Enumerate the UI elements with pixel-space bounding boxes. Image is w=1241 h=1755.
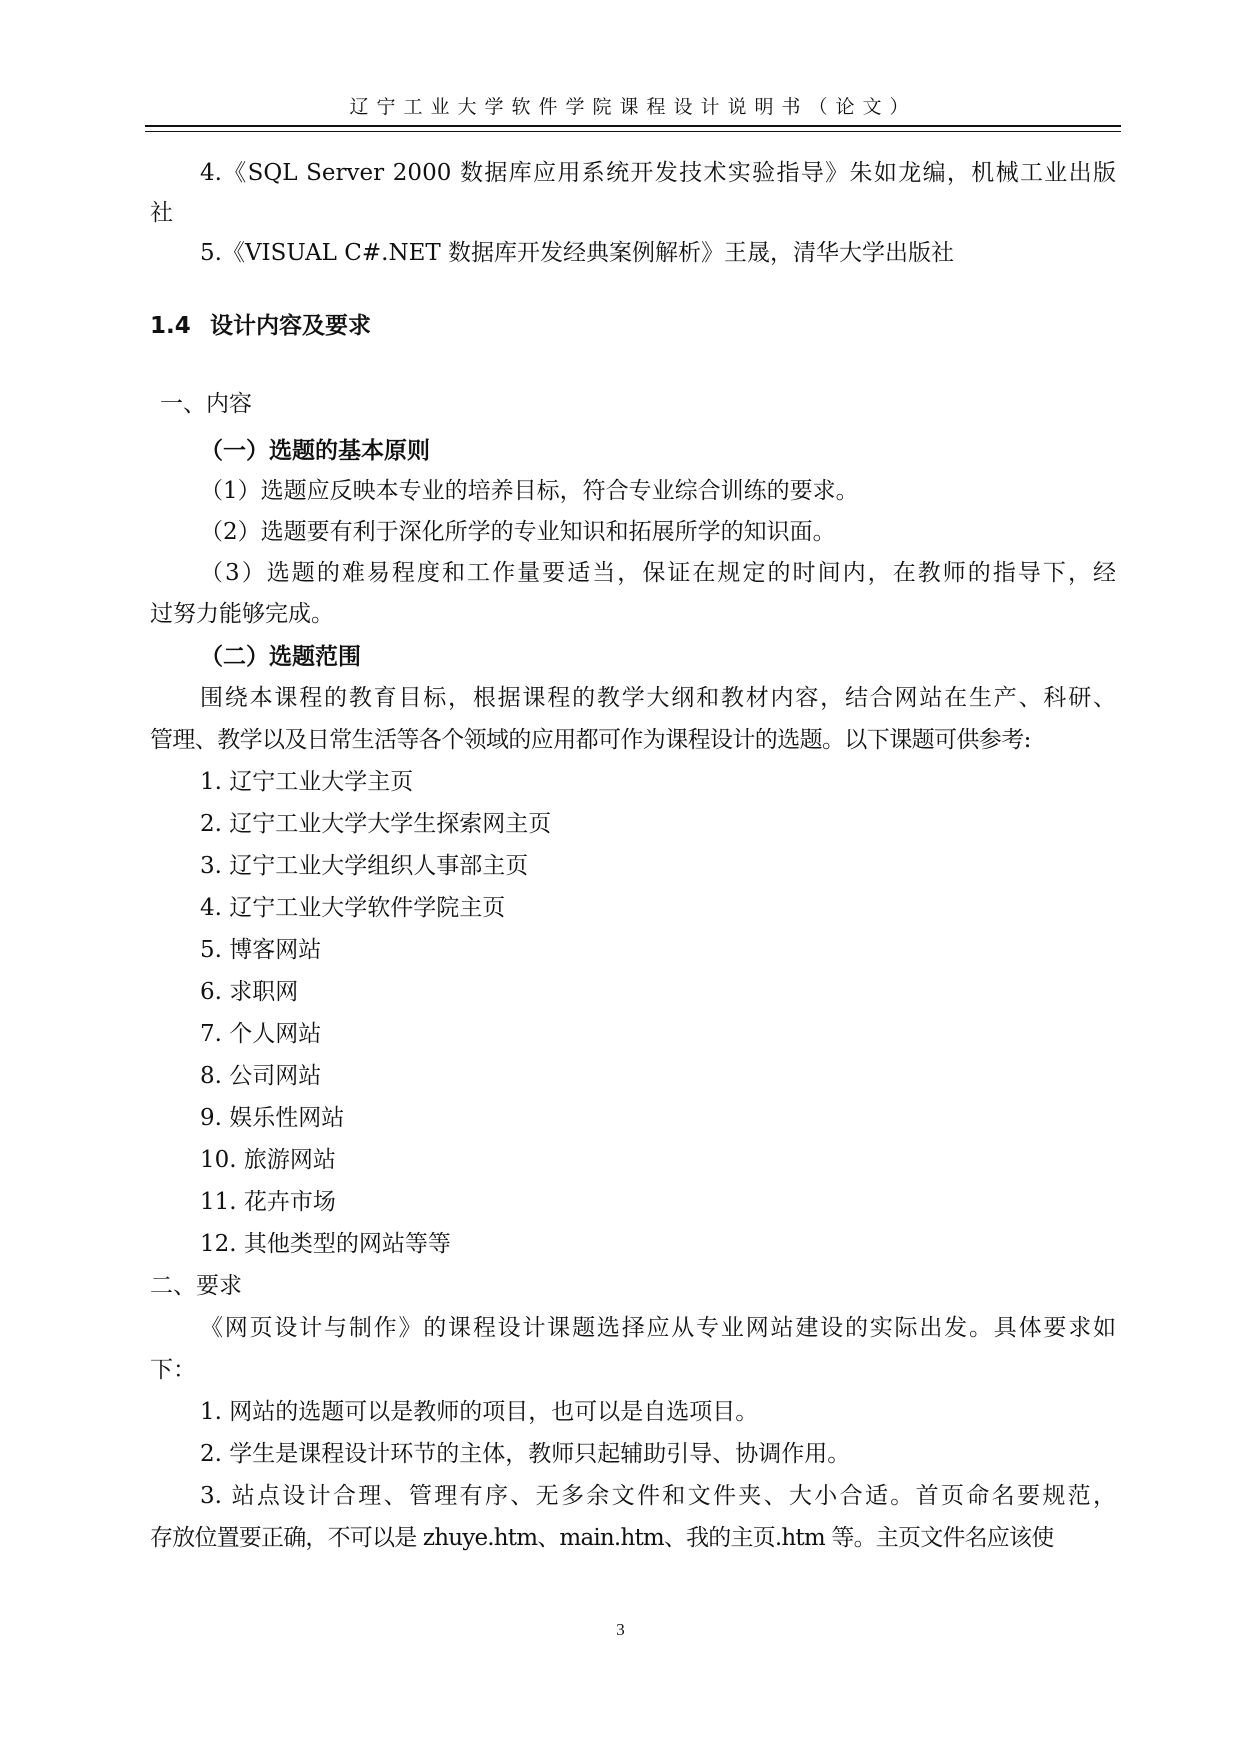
principle-3-line-1: （3）选题的难易程度和工作量要适当，保证在规定的时间内，在教师的指导下，经 — [200, 560, 1116, 586]
requirements-intro-line-1: 《网页设计与制作》的课程设计课题选择应从专业网站建设的实际出发。具体要求如 — [200, 1315, 1116, 1341]
reference-5: 5.《VISUAL C#.NET 数据库开发经典案例解析》王晟，清华大学出版社 — [200, 240, 955, 266]
topic-item: 6. 求职网 — [200, 979, 299, 1005]
page-number: 3 — [616, 1620, 625, 1639]
scope-paragraph-line-2: 管理、教学以及日常生活等各个领域的应用都可作为课程设计的选题。以下课题可供参考: — [150, 727, 1031, 753]
topic-item: 7. 个人网站 — [200, 1021, 322, 1047]
header-rule-thin — [145, 131, 1121, 132]
topic-item: 1. 辽宁工业大学主页 — [200, 769, 414, 795]
header-rule — [145, 125, 1121, 127]
reference-4-line-2: 社 — [150, 200, 173, 226]
principles-heading: （一）选题的基本原则 — [200, 437, 430, 464]
topic-item: 5. 博客网站 — [200, 937, 322, 963]
reference-4-line-1: 4.《SQL Server 2000 数据库应用系统开发技术实验指导》朱如龙编，机械工业出版 — [200, 160, 1116, 186]
running-header: 辽宁工业大学软件学院课程设计说明书（论文） — [349, 96, 917, 118]
topic-item: 8. 公司网站 — [200, 1063, 322, 1089]
scope-paragraph-line-1: 围绕本课程的教育目标，根据课程的教学大纲和教材内容，结合网站在生产、科研、 — [200, 685, 1116, 711]
section-heading — [150, 311, 1116, 341]
section-number: 1.4 — [150, 313, 191, 339]
requirement-3-line-1: 3. 站点设计合理、管理有序、无多余文件和文件夹、大小合适。首页命名要规范， — [200, 1483, 1116, 1509]
topic-item: 9. 娱乐性网站 — [200, 1105, 345, 1131]
requirement-2: 2. 学生是课程设计环节的主体，教师只起辅助引导、协调作用。 — [200, 1441, 851, 1467]
topic-item: 11. 花卉市场 — [200, 1189, 336, 1215]
requirement-1: 1. 网站的选题可以是教师的项目，也可以是自选项目。 — [200, 1399, 759, 1425]
principle-3-line-2: 过努力能够完成。 — [150, 601, 334, 627]
requirements-intro-line-2: 下： — [150, 1357, 196, 1383]
section-title: 设计内容及要求 — [210, 313, 371, 339]
topic-item: 3. 辽宁工业大学组织人事部主页 — [200, 853, 529, 879]
scope-heading: （二）选题范围 — [200, 643, 361, 670]
principle-1: （1）选题应反映本专业的培养目标，符合专业综合训练的要求。 — [200, 478, 859, 504]
requirements-heading: 二、要求 — [150, 1273, 242, 1299]
requirement-3-line-2: 存放位置要正确，不可以是 zhuye.htm、main.htm、我的主页.htm 等。主页文件名应该使 — [150, 1525, 1054, 1551]
topic-item: 12. 其他类型的网站等等 — [200, 1231, 451, 1257]
principle-2: （2）选题要有利于深化所学的专业知识和拓展所学的知识面。 — [200, 519, 836, 545]
content-heading: 一、内容 — [160, 391, 252, 417]
topic-item: 4. 辽宁工业大学软件学院主页 — [200, 895, 506, 921]
topic-item: 2. 辽宁工业大学大学生探索网主页 — [200, 811, 552, 837]
topic-item: 10. 旅游网站 — [200, 1147, 336, 1173]
